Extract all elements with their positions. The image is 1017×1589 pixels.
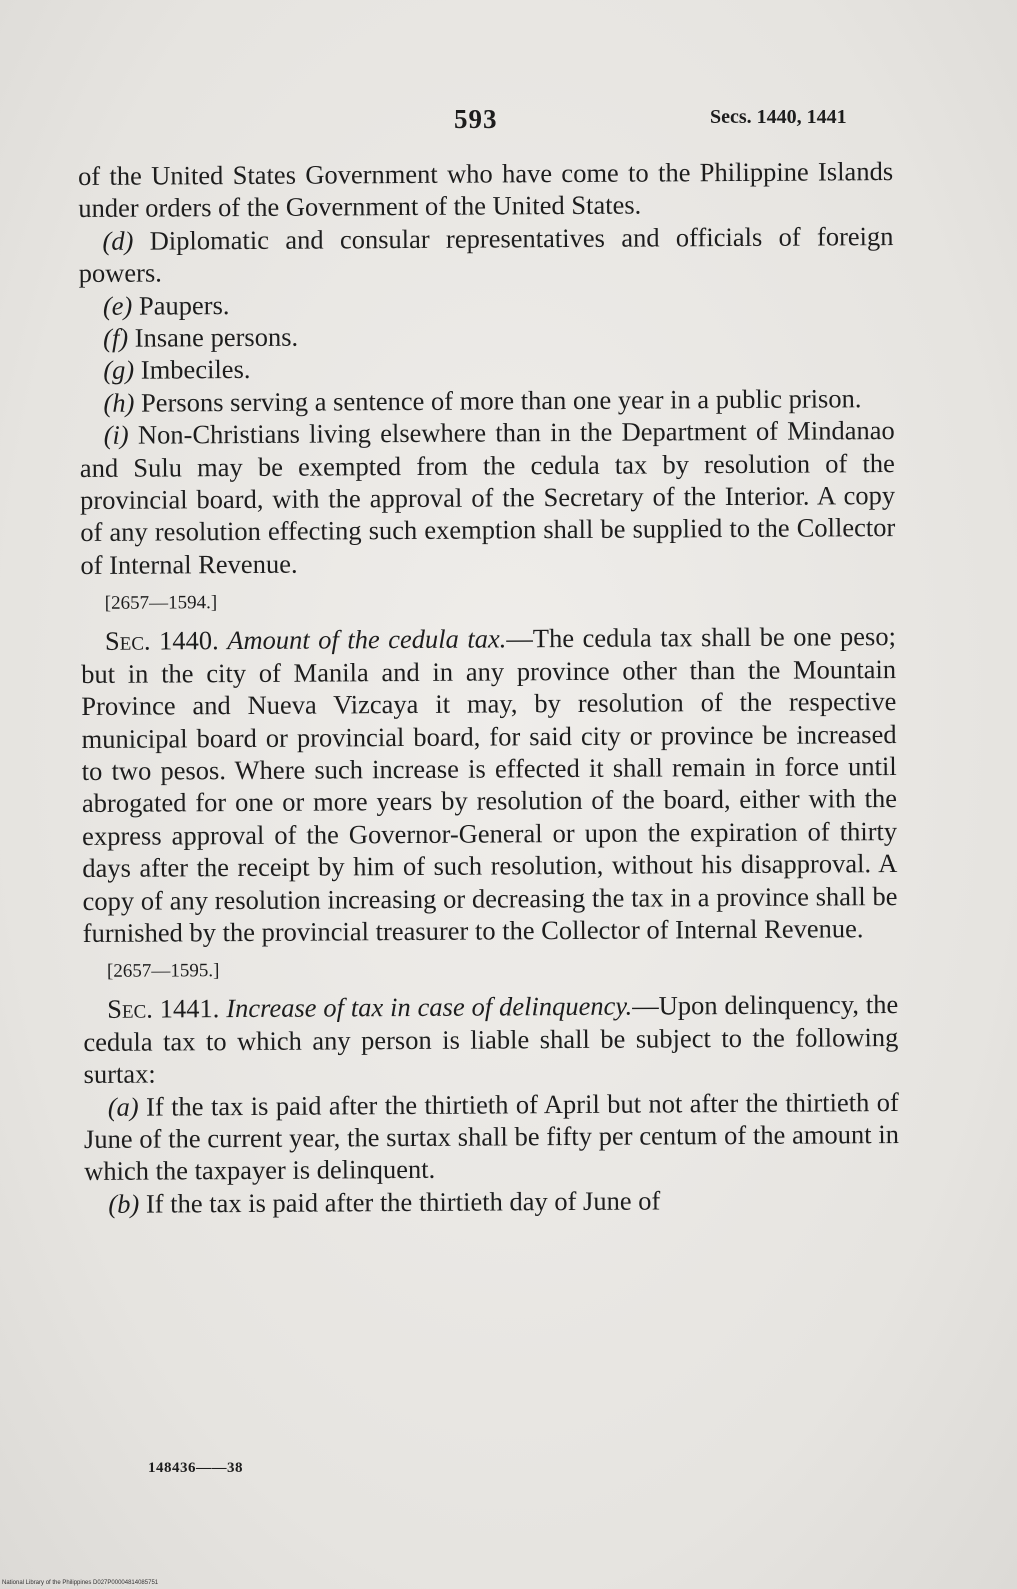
section-caption: Amount of the cedula tax. xyxy=(227,623,507,656)
list-item-f: (f) Insane persons. xyxy=(102,321,299,353)
list-item-g: (g) Imbeciles. xyxy=(103,354,251,386)
section-label: Sec. 1441. xyxy=(107,993,220,1025)
section-1440 xyxy=(81,620,898,949)
section-text: —Upon delinquency, the cedula tax to which any person is liable shall be subject to the following surtax: xyxy=(83,989,899,1090)
section-caption: Increase of tax in case of delinquency. xyxy=(226,990,633,1024)
citation: [2657—1594.] xyxy=(104,592,218,615)
citation: [2657—1595.] xyxy=(106,960,220,983)
list-item-d: (d) Diplomatic and consular representatives and officials of foreign powers. xyxy=(78,220,894,289)
list-item-a: (a) If the tax is paid after the thirtieth of April but not after the thirtieth of June of the current year, the surtax shall be fifty per centum of the amount in which the taxpayer is delinquent. xyxy=(83,1086,900,1187)
list-item-e: (e) Paupers. xyxy=(102,289,230,321)
body-text xyxy=(78,155,899,1220)
page-header xyxy=(0,104,1017,144)
section-label: Sec. 1440. xyxy=(104,625,219,657)
list-item-h: (h) Persons serving a sentence of more than one year in a public prison. xyxy=(103,383,862,418)
list-item-b: (b) If the tax is paid after the thirtieth day of June of xyxy=(108,1185,661,1219)
paragraph-continuation: of the United States Government who have come to the Philippine Islands under orders of the Government of the United States. xyxy=(78,156,894,224)
printer-signature: 148436——38 xyxy=(148,1460,243,1476)
section-text: —The cedula tax shall be one peso; but in the city of Manila and in any province other than the Mountain Province and Nueva Vizcaya it may, by resolution of the respective municipal board or provincial board, for said city or province be increased to two pesos. Where such increase is effected it shall remain in force until abrogated for one or more years by resolution of the board, either with the express approval of the Governor-General or upon the expiration of thirty days after the receipt by him of such resolution, without his disapproval. A copy of any resolution increasing or decreasing the tax in a province shall be furnished by the provincial treasurer to the Collector of Internal Revenue. xyxy=(81,621,898,948)
section-1441 xyxy=(83,988,899,1090)
library-watermark: National Library of the Philippines D027P00004814085751 xyxy=(2,1580,159,1586)
section-reference: Secs. 1440, 1441 xyxy=(710,106,847,128)
list-item-i: (i) Non-Christians living elsewhere than in the Department of Mindanao and Sulu may be exempted from the cedula tax by resolution of the provincial board, with the approval of the Secretary of the Interior. A copy of any resolution effecting such exemption shall be supplied to the Collector of Internal Revenue. xyxy=(79,415,896,580)
page-number: 593 xyxy=(454,104,498,134)
